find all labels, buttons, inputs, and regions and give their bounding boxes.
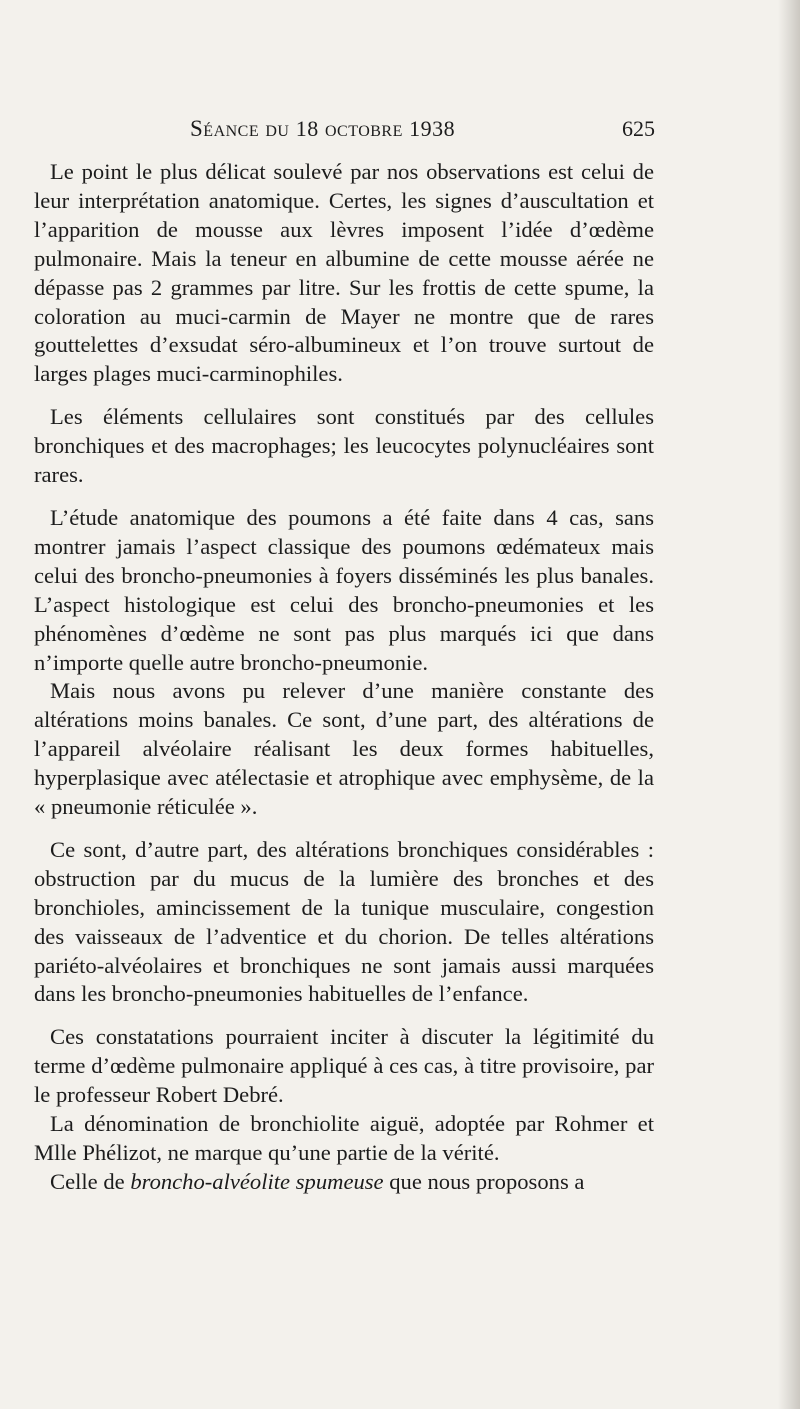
page-number: 625 <box>622 116 655 141</box>
paragraph-5: Ce sont, d’autre part, des altérations bronchiques considérables : obstruction par du mucus de la lumière des bronches et des bronchioles, amincissement de la tunique musculaire, congestion des vaisseaux de l’adventice et du chorion. De telles altérations pariéto-alvéolaires et bronchiques ne sont jamais aussi marquées dans les broncho-pneumonies habituelles de l’enfance. <box>34 836 654 1007</box>
page-edge-shadow <box>778 0 800 1409</box>
body-text <box>34 158 654 1197</box>
running-title-year: 1938 <box>409 116 456 141</box>
paragraph-6: Ces constatations pourraient inciter à discuter la légitimité du terme d’œdème pulmonaire appliqué à ces cas, à titre provisoire, par le professeur Robert Debré. <box>34 1024 654 1108</box>
paragraph-8-end: que nous proposons a <box>383 1168 585 1194</box>
paragraph-7: La dénomination de bronchiolite aiguë, adoptée par Rohmer et Mlle Phélizot, ne marque qu’une partie de la vérité. <box>34 1111 654 1165</box>
running-title-day: 18 <box>295 116 319 141</box>
paragraph-3: L’étude anatomique des poumons a été faite dans 4 cas, sans montrer jamais l’aspect classique des poumons œdémateux mais celui des broncho-pneumonies à foyers disséminés les plus banales. L’aspect histologique est celui des broncho-pneumonies et les phénomènes d’œdème ne sont pas plus marqués ici que dans n’importe quelle autre broncho-pneumonie. <box>34 504 654 675</box>
running-title-month: octobre <box>318 116 410 141</box>
paragraph-4: Mais nous avons pu relever d’une manière constante des altérations moins banales. Ce sont, d’une part, des altérations de l’appareil alvéolaire réalisant les deux formes habituelles, hyperplasique avec atélectasie et atrophique avec emphysème, de la « pneumonie réticulée ». <box>34 678 654 820</box>
running-title-prefix: Séance du <box>190 116 296 141</box>
paragraph-8 <box>34 1168 654 1197</box>
paragraph-8-italic-term: broncho-alvéolite spumeuse <box>130 1168 384 1194</box>
paragraph-8-start: Celle de <box>50 1168 131 1194</box>
paragraph-1: Le point le plus délicat soulevé par nos observations est celui de leur interprétation anatomique. Certes, les signes d’auscultation et l’apparition de mousse aux lèvres imposent l’idée d’œdème pulmonaire. Mais la teneur en albumine de cette mousse aérée ne dépasse pas 2 grammes par litre. Sur les frottis de cette spume, la coloration au muci-carmin de Mayer ne montre que de rares gouttelettes d’exsudat séro-albumineux et l’on trouve surtout de larges plages muci-carminophiles. <box>34 159 654 387</box>
running-title <box>190 112 455 146</box>
paragraph-2: Les éléments cellulaires sont constitués par des cellules bronchiques et des macrophages; les leucocytes polynucléaires sont rares. <box>34 404 654 488</box>
running-header <box>190 112 655 146</box>
